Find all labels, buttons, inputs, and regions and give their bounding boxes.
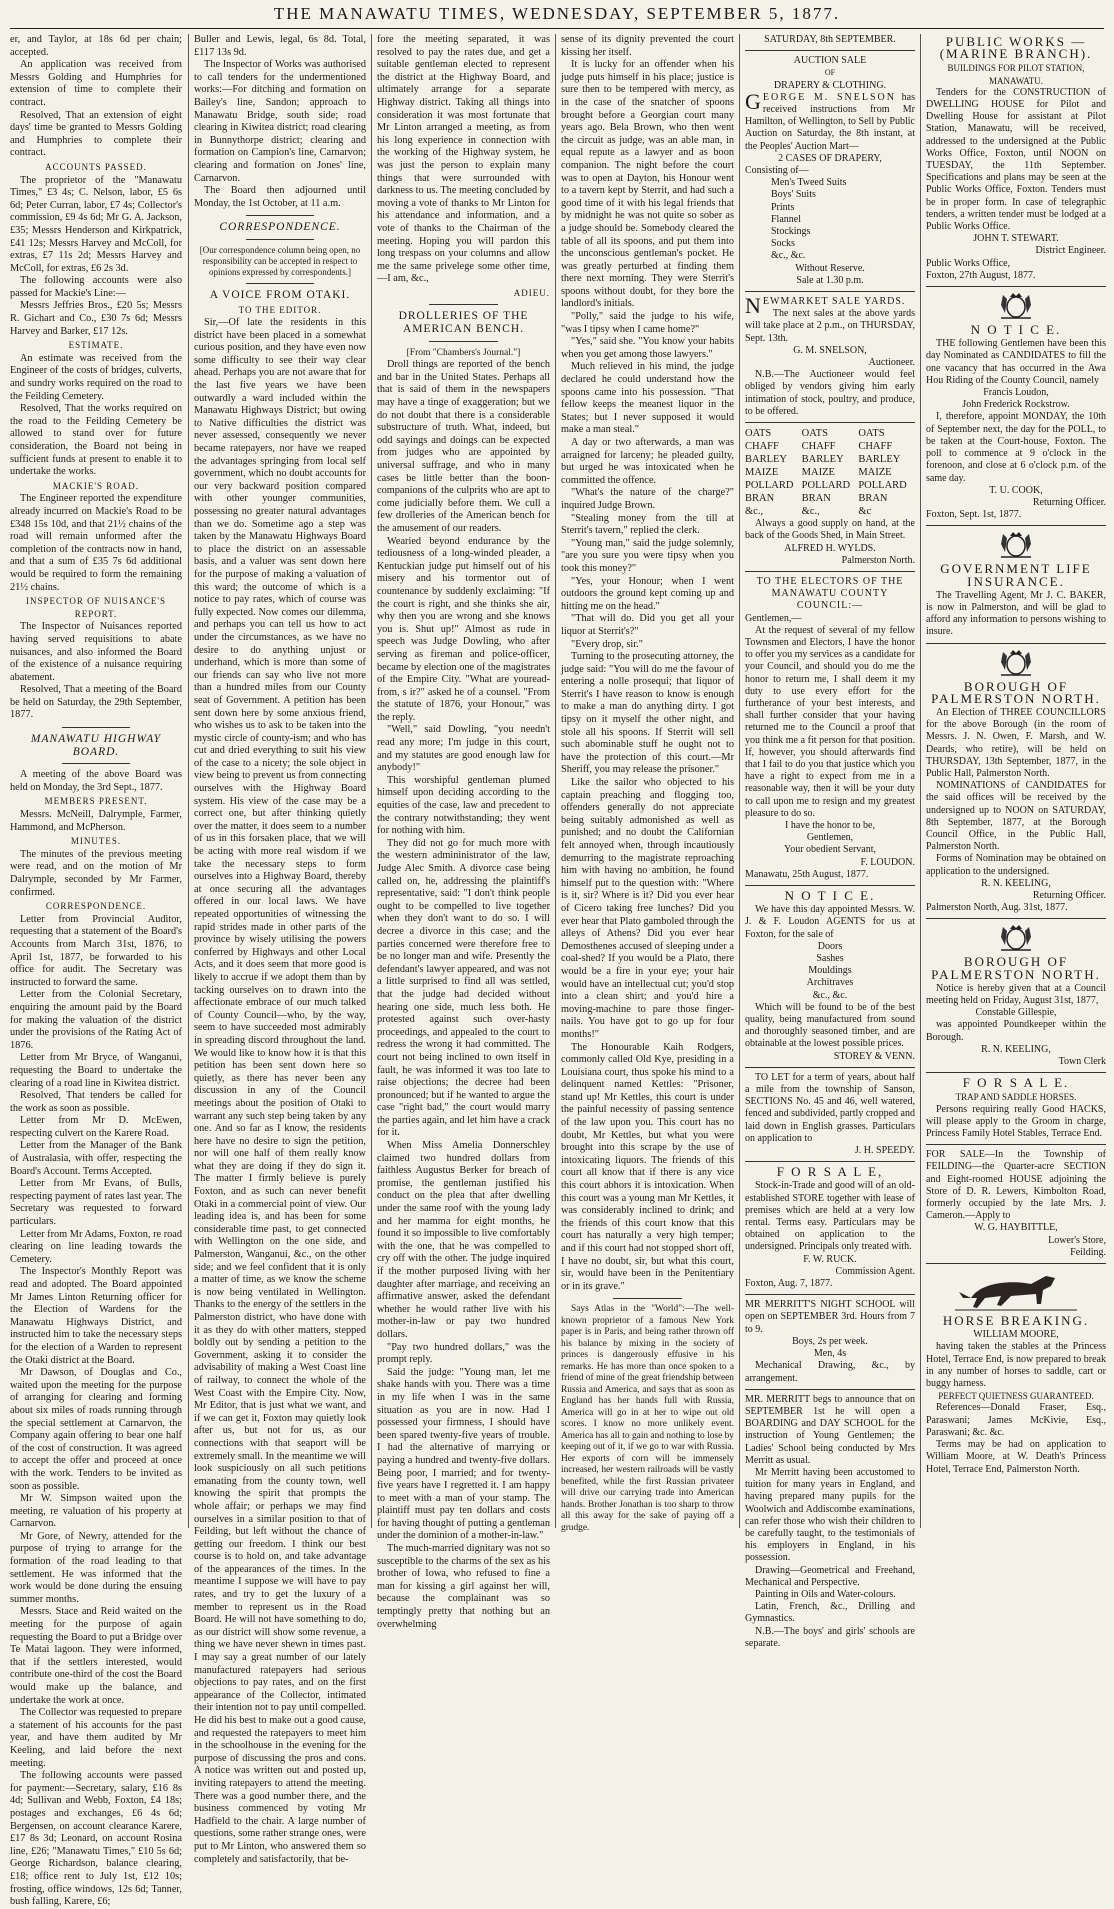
ad-title: BOROUGH OF PALMERSTON NORTH. [931, 954, 1101, 982]
ad-signature: J. H. SPEEDY. [854, 1145, 915, 1157]
article-paragraph: A day or two afterwards, a man was arraigned for larceny; he pleaded guilty, but urged he was intoxicated when he committed the offence. [561, 437, 734, 486]
ad-close: Your obedient Servant, [783, 844, 877, 856]
section-divider [62, 727, 131, 728]
auction-item: &c., &c. [771, 250, 806, 262]
grain-cell: OATS [801, 428, 828, 440]
grain-cell: MAIZE [745, 467, 779, 479]
notice-item: Doors [817, 940, 843, 952]
rule [745, 50, 915, 51]
ad-body: NOMINATIONS of CANDIDATES for the said offices will be received by the undersigned up to NOON on SATURDAY, 8th September, 1877, at the Borough Council Office, in the Public Hall, Palmerston North. [926, 780, 1106, 853]
ad-role: Returning Officer. [1032, 496, 1106, 508]
column-divider [739, 34, 740, 1528]
ad-signature: R. N. KEELING, [981, 1043, 1051, 1055]
ad-role: Auctioneer. [868, 357, 915, 369]
grain-cell: CHAFF [745, 441, 779, 453]
article-paragraph: Messrs Jeffries Bros., £20 5s; Messrs R. Gichart and Co., £30 7s 6d; Messrs Harvey and Barker, £17 12s. [10, 300, 182, 337]
rule [745, 1294, 915, 1295]
auction-consisting: Consisting of— [745, 165, 809, 177]
royal-crest-icon [993, 923, 1039, 953]
ad-signature: JOHN T. STEWART. [973, 233, 1059, 245]
article-paragraph: "Young man," said the judge solemnly, "are you sure you were tipsy when you took this money?" [561, 537, 734, 574]
auction-item: Socks [771, 238, 795, 250]
article-paragraph: The Collector was requested to prepare a statement of his accounts for the past year, and have them audited by Mr Keeling, and laid before the next meeting. [10, 1707, 182, 1769]
article-paragraph: fore the meeting separated, it was resolved to pay the rates due, and get a suitable gentleman elected to represent the district at the Highway Board, and ultimately arrange for a separate Highway district. Taking all things into consideration it was most fortunate that Mr Linton arranged a meeting, as from his long experience in connection with the working of the Highway system, he was just the person to explain many things that were surrounded with darkness to us. The meeting concluded by moving a vote of thanks to Mr Linton for his attendance and information, and a vote of thanks to the Chairman of the meeting. Hoping you will pardon this long trespass on your columns and allow me the same privelege some other time, —I am, &c., [377, 34, 550, 285]
article-paragraph: The Honourable Kaih Rodgers, commonly called Old Kye, presiding in a Louisiana court, thus spoke his mind to a delinquent named Kettles: "Prisoner, stand up! Mr Kettles, this court is under the painful necessity of passing sentence of the law upon you. This court has no doubt, Mr Kettles, but what you were brought into this scrape by the use of intoxicating liquors. The friends of this court all know that if there is any vice this court abhors it is intoxication. When this court was a young man Mr Kettles, it was considerably inclined to drink; and the friends of this court know that this court has naturally a very high temper; and if this court had not stopped short off, I have no doubt, sir, but what this court, sir, would have been in the Penitentiary or in its grave." [561, 1041, 734, 1292]
article-paragraph: The proprietor of the "Manawatu Times," £3 4s; C. Nelson, labor, £5 6s 6d; Peter Curran, labor, £7 4s; Collector's commission, £9 4s 6d; Mr G. A. Jackson, £35; Messrs Henderson and Kirkpatrick, £41 12s; Messrs Harvey and McColl, for extras, £7 11s 2d; Messrs Harvey and McColl, for extras, £6 2s 3d. [10, 174, 182, 274]
column-divider [188, 34, 189, 1528]
auction-cases: 2 CASES OF DRAPERY, [778, 152, 882, 164]
article-paragraph: "Yes, your Honour; when I went outdoors the ground kept coming up and hitting me on the head." [561, 575, 734, 612]
ad-signature: R. N. KEELING, [981, 877, 1051, 889]
royal-crest-icon [993, 648, 1039, 678]
rule [745, 885, 915, 886]
section-divider [246, 283, 315, 284]
article-headline: MANAWATU HIGHWAY BOARD. [30, 733, 162, 758]
auctioneer-name: EORGE M. SNELSON [762, 91, 896, 103]
article-paragraph: The following accounts were passed for payment:—Secretary, salary, £16 8s 4d; Sullivan and Webb, Foxton, £4 18s; postages and exchanges, £6 4s 6d; Bergensen, on account clearance Karere, £17 8s 3d; Leonard, on account Rosina line, £26; "Manawatu Times," £10 5s 6d; George Richardson, balance clearing, £18; office rent to July 1st, £12 10s; frosting, office windows, 12s 6d; Tanner, bush falling, Karere, £6; [10, 1770, 182, 1908]
article-paragraph: Letter from Mr D. McEwen, respecting culvert on the Karere Road. [10, 1115, 182, 1139]
article-paragraph: "What's the nature of the charge?" inquired Judge Brown. [561, 487, 734, 511]
ad-body: Latin, French, &c., Drilling and Gymnastics. [745, 1601, 915, 1625]
ad-body: The Travelling Agent, Mr J. C. BAKER, is now in Palmerston, and will be glad to afford any information to persons wishing to insure. [926, 589, 1106, 638]
ad-body: THE following Gentlemen have been this day Nominated as CANDIDATES to fill the one vacancy that has occurred in the Awa Hou Riding of the County Council, namely [926, 338, 1106, 386]
article-paragraph: The Inspector of Works was authorised to call tenders for the undermentioned works:—For ditching and formation on Bailey's line, Sandon; approach to Manawatu Bridge, south side; road clearing in Kiwitea district; road clearing in Bunnythorpe district; clearing and formation on Campion's line, Carnarvon; clearing and formation on Jones' line, Carnarvon. [194, 59, 366, 184]
grain-cell: CHAFF [858, 441, 893, 453]
article-source: [From "Chambers's Journal."] [406, 347, 521, 358]
column-3 [377, 34, 550, 1630]
ad-body: having taken the stables at the Princess Hotel, Terrace End, is now prepared to break in any number of horses to saddle, cart or buggy harness. [926, 1341, 1106, 1390]
article-paragraph: The Engineer reported the expenditure already incurred on Mackie's Road to be £348 15s 10d, and that 21½ chains of the road will remain unformed after the completion of the contracts now in hand, and that a sum of £35 7s 6d additional would be required to form the remaining 21½ chains. [10, 493, 182, 593]
ad-body: Mechanical Drawing, &c., by arrangement. [745, 1360, 915, 1384]
section-divider [429, 304, 498, 305]
article-paragraph: Turning to the prosecuting attorney, the judge said: "You will do me the favour of entering a nolle prosequi; that liquor of Sterrit's I have reason to know is enough to make a man do anything dirty. I got tipsy on it myself the other night, and stole all his spoons. If Sterrit will sell such abominable stuff he ought not to have the protection of this court.—Mr Sheriff, you may release the prisoner." [561, 651, 734, 776]
ad-title: F O R S A L E, [776, 1164, 884, 1180]
ad-title: TO THE ELECTORS OF THE MANAWATU COUNTY COUNCIL:— [756, 575, 904, 612]
auction-item: Stockings [771, 226, 811, 238]
ad-title: F O R S A L E. [962, 1075, 1070, 1091]
article-paragraph: The Inspector of Nuisances reported having served requisitions to abate nuisances, and also informed the Board of the existence of a nuisance requiring abatement. [10, 621, 182, 683]
article-paragraph: The Inspector's Monthly Report was read and adopted. The Board appointed Mr James Linton Returning officer for the Election of Wardens for the Manawatu Highways District, and instructed him to take the necessary steps for the election of a Warden to represent the Otaki district at the Board. [10, 1266, 182, 1366]
article-headline: A VOICE FROM OTAKI. [209, 288, 351, 301]
ad-date: Foxton, Sept. 1st, 1877. [926, 509, 1022, 521]
drop-cap: G [745, 88, 761, 114]
notice-item: Sashes [816, 953, 844, 964]
ad-body: At the request of several of my fellow Townsmen and Electors, I have the honor to offer you my services as a candidate for your Council, and should you do me the honor to return me, I shall deem it my duty to use every effort for the furtherance of your best interests, and shall further consider that your having returned me to the Council a proof that you think me a fit person for that position. If, however, you should afterwards find that I fail to do you that justice which you have a right to expect from me in a reasonable way, then it will be your duty to call upon me to resign and my greatest pleasure to do so. [745, 624, 915, 819]
article-paragraph: Resolved, That a meeting of the Board be held on Saturday, the 29th September, 1877. [10, 684, 182, 721]
ad-guarantee: PERFECT QUIETNESS GUARANTEED. [938, 1391, 1094, 1402]
article-headline: DROLLERIES OF THE AMERICAN BENCH. [398, 310, 529, 336]
ad-body: FOR SALE—In the Township of FEILDING—the Quarter-acre SECTION and Eight-roomed HOUSE adjoining the Store of D. R. Lewers, Kimbolton Road, formerly occupied by the late Mrs. J. Cameron.—Apply to [926, 1149, 1106, 1222]
rule [926, 286, 1106, 287]
grain-cell: POLLARD [801, 480, 851, 492]
article-paragraph: A meeting of the above Board was held on Monday, the 3rd Sept., 1877. [10, 769, 182, 793]
ad-date: Manawatu, 25th August, 1877. [745, 868, 869, 880]
article-paragraph: Letter from Provincial Auditor, requesting that a statement of the Board's Accounts from March 31st, 1876, to April 1st, 1877, be forwarded to his office for audit. The Secretary was instructed to forward the same. [10, 913, 182, 988]
section-subhead: MEMBERS PRESENT. [44, 796, 148, 807]
column-2 [194, 34, 366, 1865]
ad-body: was appointed Poundkeeper within the Borough. [926, 1019, 1106, 1043]
royal-crest-icon [993, 530, 1039, 560]
ad-name: WILLIAM MOORE, [973, 1329, 1059, 1341]
section-divider [246, 239, 315, 240]
ad-role: Lower's Store, [1048, 1234, 1106, 1246]
ad-body: Which will be found to be of the best quality, being manufactured from sound and thoroughly seasoned timber, and are obtainable at the lowest possible prices. [745, 1001, 915, 1050]
ad-body: Always a good supply on hand, at the back of the Goods Shed, in Main Street. [745, 518, 915, 542]
ad-date: Foxton, 27th August, 1877. [926, 269, 1036, 281]
article-paragraph: Like the sailor who objected to his captain preaching and flogging too, offenders generally do not appreciate being suitably admonished as well as punished; and no doubt the Californian felt annoyed when, through incautiously demurring to the magistrate reproaching him with having no ambition, he found himself put to the question with: "Where is it, sir? Where is it? Did you ever hear of Cicero taking free lunches? Did you ever hear that Plato gamboled through the alleys of Athens? Did you ever hear Demosthenes accused of sleeping under a coal-shed? If you would be a Plato, there would be a fire in your eye; your hair would have an intellectual cut; you'd stop into a clean shirt; and you'd hire a moving-machine to pare those finger-nails. You have got to go up for four months!" [561, 777, 734, 1040]
auction-of: OF [824, 68, 836, 78]
section-subhead: MINUTES. [70, 836, 122, 847]
grain-cell: &c [858, 506, 872, 518]
notice-item: &c., &c. [812, 989, 848, 1001]
article-paragraph: Letter from Mr Bryce, of Wanganui, requesting the Board to undertake the clearing of a road line in Kiwitea district. [10, 1052, 182, 1089]
article-paragraph: "Polly," said the judge to his wife, "was I tipsy when I came home?" [561, 311, 734, 335]
article-paragraph: The much-married dignitary was not so susceptible to the charms of the sex as his brother of Iowa, who refused to fine a man for kissing a girl against her will, because the complainant was so temptingly pretty that nothing but an overwhelming [377, 1543, 550, 1630]
ad-body: I, therefore, appoint MONDAY, the 10th of September next, the day for the POLL, to be taken at the Court-house, Foxton. The poll to commence at 9 o'clock in the forenoon, and close at 6 o'clock p.m. of the same day. [926, 411, 1106, 484]
ad-title: N O T I C E. [784, 887, 876, 903]
ad-body: We have this day appointed Messrs. W. J. & F. Loudon AGENTS for us at Foxton, for the sale of [745, 904, 915, 940]
article-paragraph: "That will do. Did you get all your liquor at Sterrit's?" [561, 613, 734, 637]
grain-cell: POLLARD [858, 480, 907, 492]
letter-signature: ADIEU. [513, 287, 550, 298]
grain-cell: BRAN [801, 493, 831, 505]
article-paragraph: Mr W. Simpson waited upon the meeting, re valuation of his property at Carnarvon. [10, 1493, 182, 1530]
grain-cell: OATS [745, 428, 772, 440]
article-paragraph: Resolved, That tenders be called for the work as soon as possible. [10, 1090, 182, 1114]
section-subhead: MACKIE'S ROAD. [52, 480, 140, 491]
ad-salutation: Gentlemen,— [745, 612, 802, 624]
grain-cell: CHAFF [801, 441, 836, 453]
article-paragraph: The Board then adjourned until Monday, the 1st October, at 11 a.m. [194, 185, 366, 209]
ad-signature: T. U. COOK, [989, 484, 1043, 496]
auction-item: Flannel [771, 213, 801, 225]
article-paragraph: This worshipful gentleman plumed himself upon deciding according to the equities of the case, law and precedent to the contrary notwithstanding; they went for nothing with him. [377, 774, 550, 837]
ad-body: References—Donald Fraser, Esq., Paraswani; James McKivie, Esq., Paraswani; &c. &c. [926, 1402, 1106, 1438]
article-paragraph: Droll things are reported of the bench and bar in the United States. Perhaps all that is said of them in the newspapers may have a tinge of exaggeration; but we do not doubt that there is a considerable substructure of truth. What, indeed, but odd sayings and doings can be expected from judges who are appointed by universal suffrage, and who in many cases be little better than the boon-companions of the culprits who are apt to come judicially before them. We cull a few drolleries of the American bench for the amusement of our readers. [377, 359, 550, 534]
section-divider [613, 1298, 682, 1299]
rule [745, 1161, 915, 1162]
ad-body: Drawing—Geometrical and Freehand, Mechanical and Perspective. [745, 1564, 915, 1588]
ad-body: Notice is hereby given that at a Council meeting held on Friday, August 31st, 1877, [926, 982, 1106, 1006]
ad-line: Men, 4s [813, 1348, 847, 1360]
grain-cell: MAIZE [801, 467, 835, 479]
ad-close: I have the honor to be, [785, 819, 875, 831]
article-paragraph: Mr Gore, of Newry, attended for the purpose of trying to arrange for the formation of the road leading to that settlement. He was informed that the work would be done during the ensuing summer months. [10, 1530, 182, 1605]
ad-role: Town Clerk [1058, 1056, 1106, 1068]
ad-line: Boys, 2s per week. [792, 1335, 868, 1347]
section-divider [429, 341, 498, 342]
ad-title: GOVERNMENT LIFE INSURANCE. [940, 561, 1092, 589]
article-paragraph: Letter from the Colonial Secretary, enquiring the amount paid by the Board for making the valuation of the district under the provisions of the Rating Act of 1876. [10, 989, 182, 1051]
rule [926, 918, 1106, 919]
ad-date: Palmerston North, Aug. 31st, 1877. [926, 902, 1068, 914]
column-1 [10, 34, 182, 1908]
auction-date: SATURDAY, 8th SEPTEMBER. [764, 34, 896, 45]
notice-item: Mouldings [808, 965, 852, 977]
grain-cell: OATS [858, 428, 885, 440]
rule [926, 643, 1106, 644]
article-paragraph: Said the judge: "Young man, let me shake hands with you. There was a time in my life when I was in the same situation as you are in now. Had I possessed your firmness, I should have been spared twenty-five years of trouble. I had the alternative of marrying or paying a hundred and twenty-five dollars. Being poor, I married; and for twenty-five years have I regretted it. I am happy to meet with a man of your stamp. The plaintiff must pay ten dollars and costs for having thought of putting a gentleman under the dominion of a mother-in-law." [377, 1366, 550, 1542]
ad-title: PUBLIC WORKS — (MARINE BRANCH). [939, 34, 1093, 62]
grain-cell: &c., [801, 506, 820, 518]
editorial-note: [Our correspondence column being open, no responsibility can be accepted in respect to opinions expressed by correspondents.] [199, 244, 361, 277]
article-paragraph: The following accounts were also passed for Mackie's Line:— [10, 275, 182, 299]
ad-body: N.B.—The boys' and girls' schools are separate. [745, 1625, 915, 1649]
article-paragraph: Letter from Mr Evans, of Bulls, respecting payment of rates last year. The Secretary was requested to forward particulars. [10, 1178, 182, 1228]
masthead-rule [10, 28, 1104, 29]
auction-item: Prints [771, 201, 795, 213]
ad-close: Gentlemen, [806, 832, 854, 844]
ad-body: Persons requiring really Good HACKS, will please apply to the Groom in charge, Princess Family Hotel Stables, Terrace End. [926, 1103, 1106, 1140]
article-paragraph: Buller and Lewis, legal, 6s 8d. Total, £117 13s 9d. [194, 34, 366, 58]
section-subhead: CORRESPONDENCE. [45, 901, 147, 912]
grain-cell: BARLEY [858, 454, 901, 466]
section-subhead: ESTIMATE. [68, 340, 124, 351]
article-paragraph: Much relieved in his mind, the judge declared he could understand how the spoons came into his possession. "That fellow keeps the meanest liquor in the States; but I never supposed it would make a man steal." [561, 361, 734, 436]
rule [745, 1067, 915, 1068]
article-paragraph: An estimate was received from the Engineer of the costs of bridges, culverts, and sundry works required on the road to the Feilding Cemetery. [10, 352, 182, 402]
ad-title: BOROUGH OF PALMERSTON NORTH. [931, 678, 1101, 706]
ad-role: Commission Agent. [835, 1265, 915, 1277]
auction-item: Men's Tweed Suits [771, 177, 847, 189]
section-divider [62, 763, 131, 764]
article-paragraph: Letter from Mr Adams, Foxton, re road clearing on line leading towards the Cemetery. [10, 1228, 182, 1265]
rule [745, 1389, 915, 1390]
section-subhead: TO THE EDITOR. [238, 304, 322, 315]
grain-cell: &c., [745, 506, 764, 518]
ad-title: N O T I C E. [970, 322, 1062, 338]
ad-signature: W. G. HAYBITTLE, [974, 1222, 1058, 1234]
article-paragraph: "Yes," said she. "You know your habits when you get among those lawyers." [561, 336, 734, 360]
ad-body: Terms may be had on application to William Moore, at W. Death's Princess Hotel, Terrace End, Palmerston North. [926, 1439, 1106, 1475]
article-paragraph: "Pay two hundred dollars," was the prompt reply. [377, 1341, 550, 1366]
ad-title: HORSE BREAKING. [942, 1313, 1090, 1329]
masthead: THE MANAWATU TIMES, WEDNESDAY, SEPTEMBER 5, 1877. [273, 4, 841, 23]
article-paragraph: It is lucky for an offender when his judge puts himself in his place; justice is sure then to be tempered with mercy, as in the case of the snatcher of spoons brought before a Georgian court many years ago. Bela Brown, who then went the circuit as judge, was an able man, in equal repute as a lawyer and as boon companion. The night before the court was to open at Dayton, his Honour went to a tavern kept by Sterrit, and had such a good time of it with his legal friends that by midnight he was not quite so sober as a judge should be. Somebody cleared the table of all its spoons, and put them into the unconscious gentleman's pocket. He was greatly perturbed at finding them there next morning. They were Sterrit's spoons without doubt, for they bore the landlord's initials. [561, 59, 734, 310]
notice-item: Architraves [806, 977, 854, 989]
ad-place: Feilding. [1070, 1246, 1106, 1258]
drop-cap: N [745, 293, 761, 319]
rule [745, 571, 915, 572]
article-paragraph: Says Atlas in the "World":—The well-known proprietor of a famous New York paper is in Paris, and being rather thrown off his balance by mixing in the society of princes is dangerously effusive in his remarks. He has more than once spoken to a friend of mine of the great friendship between Russia and America, and says that as soon as England has her hands full with Russia, America will go in at her to wipe out old scores. I know no more unlikely event. America has all to gain and nothing to lose by keeping out of it, if we go to war with Russia. Her exports of corn will be immensely increased, her western railroads will be vastly benefited, while the first Russian privateer will drive our carrying trade into American hands. Brother Jonathan is too sharp to throw all this away for the sake of paying off a grudge. [561, 1304, 734, 1533]
article-paragraph: Letter from the Manager of the Bank of Australasia, with offer, respecting the Board's Account. Terms Accepted. [10, 1140, 182, 1177]
rule [745, 422, 915, 423]
ad-signature: STOREY & VENN. [833, 1050, 915, 1062]
ad-title: MR MERRITT'S NIGHT SCHOOL will open on SEPTEMBER 3rd. Hours from 7 to 9. [745, 1299, 915, 1335]
grain-cell: BARLEY [801, 454, 844, 466]
ad-body: Forms of Nomination may be obtained on application to the undersigned. [926, 853, 1106, 877]
auction-reserve: Without Reserve. [795, 262, 865, 274]
auction-subject: DRAPERY & CLOTHING. [773, 79, 887, 91]
ad-body: Mr Merritt having been accustomed to tuition for many years in England, and having prepared many pupils for the Woolwich and Addiscombe examinations, can refer those who wish their children to be carefully taught, to the testimonials of his employers in England, in his possession. [745, 1466, 915, 1564]
ad-body: TO LET for a term of years, about half a mile from the township of Sanson, SECTIONS No. 45 and 46, well watered, fenced and subdivided, partly cropped and laid down in English grasses. Particulars on application to [745, 1071, 915, 1144]
column-4 [561, 34, 734, 1533]
ad-signature: G. M. SNELSON, [793, 344, 867, 356]
column-divider [371, 34, 372, 1528]
article-paragraph: "Every drop, sir." [571, 638, 643, 650]
article-paragraph: Messrs. Stace and Reid waited on the meeting for the purpose of again requesting the Board to put a Bridge over Te Matai lagoon. They were informed, that if the settlers interested, would contribute one-third of the cost the Board would make up the balance, and undertake the work at once. [10, 1606, 182, 1706]
ad-date: Foxton, Aug. 7, 1877. [745, 1278, 833, 1290]
section-divider [246, 215, 315, 216]
rule [926, 1263, 1106, 1264]
column-divider [555, 34, 556, 1528]
ad-name: Constable Gillespie, [975, 1007, 1057, 1019]
ad-signature: F. LOUDON. [860, 856, 915, 868]
article-paragraph: They did not go for much more with the western admininistrator of the law, Judge Alec Smith. A divorce case being called on, he, addressing the plaintiff's representative, said: "I don't think people ought to be compelled to live together when they don't want to do so. I will decree a divorce in this case; and the parties concerned were therefore free to be no longer man and wife. Presently the defendant's lawyer appeared, and was not a little surprised to find all was settled, that the judge had decided without hearing one side, much less both. He protested against such over-hasty proceedings, and appealed to the court to redress the wrong it had committed. The court not being inclined to own itself in fault, he was informed it was too late to raise objections; the decree had been pronounced; but if he wanted to argue the case "right bad," the court would marry the parties again, and let him have a crack for it. [377, 837, 550, 1139]
ad-subtitle: TRAP AND SADDLE HORSES. [955, 1092, 1077, 1103]
ad-place: Palmerston North. [841, 554, 915, 566]
grain-cell: BARLEY [745, 454, 787, 466]
rule [926, 1072, 1106, 1073]
article-paragraph: "Well," said Dowling, "you needn't read any more; I'm judge in this court, and my statutes are good enough law for anybody!" [377, 724, 550, 774]
candidate-name: John Frederick Rockstrow. [962, 399, 1070, 411]
grain-cell: MAIZE [858, 467, 892, 479]
article-paragraph: sense of its dignity prevented the court kissing her itself. [561, 34, 734, 58]
article-paragraph: The minutes of the previous meeting were read, and on the motion of Mr Dalrymple, seconded by Mr Farmer, confirmed. [10, 848, 182, 898]
rule [745, 291, 915, 292]
ad-body: The next sales at the above yards will take place at 2 p.m., on THURSDAY, Sept. 13th. [745, 308, 915, 344]
ad-body: N.B.—The Auctioneer would feel obliged by vendors giving him early intimation of stock, poultry, and produce, to be offered. [745, 369, 915, 417]
ad-body: has received instructions from Mr Hamilton, of Wellington, to Sell by Public Auction on Saturday, the 8th instant, at the Peoples' Auction Mart— [745, 91, 916, 152]
auction-sale-time: Sale at 1.30 p.m. [796, 274, 864, 286]
column-divider [920, 34, 921, 1528]
article-paragraph: When Miss Amelia Donnerschley claimed two hundred dollars from faithless Augustus Berker for breach of promise, the gentleman justified his conduct on the plea that after dwelling under the same roof with the young lady and her mamma for eight months, he found it so impossible to live comfortably with the one, that he was compelled to cry off with the other. The judge inquired if the mother purposed living with her daughter after marriage, and receiving an affirmative answer, asked the defendant whether he would rather live with his mother-in-law or pay two hundred dollars. [377, 1140, 550, 1340]
ad-body: MR. MERRITT begs to announce that on SEPTEMBER 1st he will open a BOARDING and DAY SCHOOL for the instruction of Young Gentlemen; the Ladies' School being conducted by Mrs Merritt as usual. [745, 1393, 915, 1466]
article-paragraph: Mr Dawson, of Douglas and Co., waited upon the meeting for the purpose of arranging for clearing and forming about six miles of roads running through the special settlement at Carnarvon, the Company again offering to bear one half of the cost of construction. It was agreed to accept the offer and proceed at once with the work. Tenders to be invited as soon as possible. [10, 1367, 182, 1492]
ad-body: Stock-in-Trade and good will of an old-established STORE together with lease of premises which are held at a very low rental. Terms easy. Particulars may be obtained on application to the undersigned. Principals only treated with. [745, 1180, 915, 1253]
grain-table [745, 427, 915, 518]
ad-signature: F. W. RUCK. [803, 1253, 857, 1265]
ad-role: District Engineer. [1035, 245, 1106, 257]
candidate-name: Francis Loudon, [983, 387, 1049, 399]
article-paragraph: An application was received from Messrs Golding and Humphries for extension of time to complete their contract. [10, 59, 182, 108]
article-paragraph: Messrs. McNeill, Dalrymple, Farmer, Hammond, and McPherson. [10, 809, 182, 833]
rule [926, 1144, 1106, 1145]
section-subhead: INSPECTOR OF NUISANCE'S REPORT. [26, 596, 166, 619]
auction-item: Boys' Suits [771, 189, 816, 201]
ad-role: Returning Officer. [1032, 889, 1106, 901]
article-paragraph: Resolved, That the works required on the road to the Feilding Cemetery be allowed to stand over for future consideration, the Board not being in sufficient funds at present to enable it to undertake the works. [10, 403, 182, 478]
ad-subtitle: BUILDINGS FOR PILOT STATION, MANAWATU. [947, 63, 1085, 86]
auction-title: AUCTION SALE [793, 55, 867, 67]
ad-body: An Election of THREE COUNCILLORS for the above Borough (in the room of Messrs. J. N. Owen, F. Marsh, and W. Deards, who retire), will be held on THURSDAY, 13th September, 1877, in the Public Hall, Palmerston North. [926, 706, 1106, 779]
article-paragraph: Sir,—Of late the residents in this district have been placed in a somewhat curious position, and they have even now some difficulty to see their way clear ahead. Perhaps you are not aware that for the last five years we have been outwardly a ward included within the Manawatu Highways District; but owing to Native difficulties the district was never assessed, consequently we never became ratepayers, nor have we reaped the advantages springing from local self government, which no doubt accounts for our very backward position compared with other younger communities, possessing no greater natural advantages than we do. Sometime ago a step was taken by the Manawatu Highways Board to place the district on an assessable basis, and a valuer was sent down here for the purpose of making a valuation of this ward; the outcome of which is a notice to pay rates, which of course was fully expected. Now comes our dilemma, and perhaps you can tell us how to act under the circumstances, as we have no desire to do anything unjust or underhand, which is more than some of our friends can say who live not more than a hundred miles from our County seat of Government. A petition has been sent down here by some anxious friend, who wishes us to ask to be taken into the mystic circle of county-ism; and who has cut and dried everything to suit his view of the case to a nicety; the sole object in view being to prevent us from connecting ourselves with the Highway Board system. His view of the case may be a correct one, but after thinking quietly over the matter, it does seem to a number of us in this forsaken place, that we will be acting with more real wisdom if we take the necessary steps to form ourselves into a Highway Board, thereby at once securing all the advantages offered in our local laws. We have repeated opportunities of witnessing the rapid strides made in other parts of the province by wisely utilising the powers conferred by Highways and other Local Acts, and it does seem that more good is likely to accrue if we adopt them than by tacking ourselves on to drawn into the affectionate embrace of our much talked of County Council—who, by the way, seem to have succeeded most admirably in spreading discord throughout the land. We would like to know how it is that this petition has been sent down here so quietly, as there has never been any discussion in any of the Council meetings about the position of Otaki to warrant any such step being taken by any one. And so far as I know, the residents here have no desire to sign the petition, nor will one half of them really know what they are doing if they do sign it. The matter I firmly believe is purely Foxton, and as such can never benefit Otaki in a commercial point of view. Our leading idea is, and has been for some considerable time past, to get connected with Wellington on the one side, and Palmerston, Wanganui, &c., on the other side; and we feel confident that it is only a matter of time, as we know the scheme is now being ventilated in Wellington. Thanks to the energy of the settlers in the Palmerston district, who have done with it as they do with other matters, stepped boldly out by sending a petition to the Government, asking it to consider the advisability of making a West Coast line of railway, to connect the whole of the West Coast with the Empire City. Now, Mr Editor, that is just what we want, and if we can get it, Foxton may quietly look after us, but not for us, as our connections with that seaport will be extremely small. In the meantime we will look suspiciously on all such petitions emanating from the county town, well knowing the spirit that prompts the whole affair; or perhaps we may find ourselves in a similar position to that of Feilding, but left without the chance of getting our freedom. I think our best course is to hold on, and take advantage of the appearances of the times. In the meantime I suppose we will have to pay rates, and try to get the luxury of a member to represent us in the Road Board. He will not have something to do, as our district will show some revenue, a thing we have never shewn in times past. I may say a great number of our lately manufactured ratepayers had serious objections to pay rates, and on the first appearance of the Collector, intimated their intention not to pay until compelled. He did his best to make out a good cause, and requested the ratepayers to meet him in the schoolhouse in the evening for the purpose of discussing the pros and cons. A notice was written out and posted up, inviting ratepayers to attend the meeting. There was a good number there, and the business commenced by voting Mr Hadfield to the chair. A large number of questions, some rather strange ones, were put to Mr Linton, who answered them so completely and satisfactorily, that be- [194, 317, 366, 1865]
grain-cell: POLLARD [745, 480, 794, 492]
royal-crest-icon [993, 291, 1039, 321]
ad-signature: ALFRED H. WYLDS. [784, 542, 876, 554]
article-paragraph: "Stealing money from the till at Sterrit's tavern," replied the clerk. [561, 512, 734, 537]
article-paragraph: Wearied beyond endurance by the tediousness of a long-winded pleader, a Kentuckian judge put himself out of his misery and his tormentor out of countenance by suddenly exclaiming: "If the court is right, and she thinks she air, why then you are wrong and she knows you is. Shut up!" Almost as rude in speech was Judge Dowling, who after serving as fireman and police-officer, became by election one of the magistrates of the Empire City. "What are youread-from, s ir?" asked he of a counsel. "From the statute of 1876, your Honour," was the reply. [377, 535, 550, 723]
horse-illustration-icon [951, 1268, 1081, 1312]
grain-cell: BRAN [858, 493, 888, 505]
ad-body: Painting in Oils and Water-colours. [755, 1588, 896, 1600]
article-paragraph: Resolved, That an extension of eight days' time be granted to Messrs Golding and Humphries to complete their contract. [10, 109, 182, 159]
article-paragraph: er, and Taylor, at 18s 6d per chain; accepted. [10, 34, 182, 58]
ad-body: Tenders for the CONSTRUCTION of DWELLING HOUSE for Pilot and Dwelling House for assistant at Pilot Station, Manawatu, will be received, addressed to the undersigned at the Public Works Office, Foxton, until NOON on TUESDAY, the 11th September. Specifications and plans may be seen at the Public Works Office, Foxton. Tenders must be in proper form. In case of telegraphic tenders, a written tender must be lodged at a Public Works Office. [926, 86, 1106, 233]
column-6-advertisements [926, 34, 1106, 1528]
rule [926, 525, 1106, 526]
grain-cell: BRAN [745, 493, 775, 505]
article-headline: CORRESPONDENCE. [219, 221, 341, 234]
ad-title: EWMARKET SALE YARDS. [762, 296, 906, 308]
column-5-advertisements [745, 34, 916, 1649]
ad-place: Public Works Office, [926, 257, 1011, 269]
section-subhead: ACCOUNTS PASSED. [45, 161, 147, 172]
